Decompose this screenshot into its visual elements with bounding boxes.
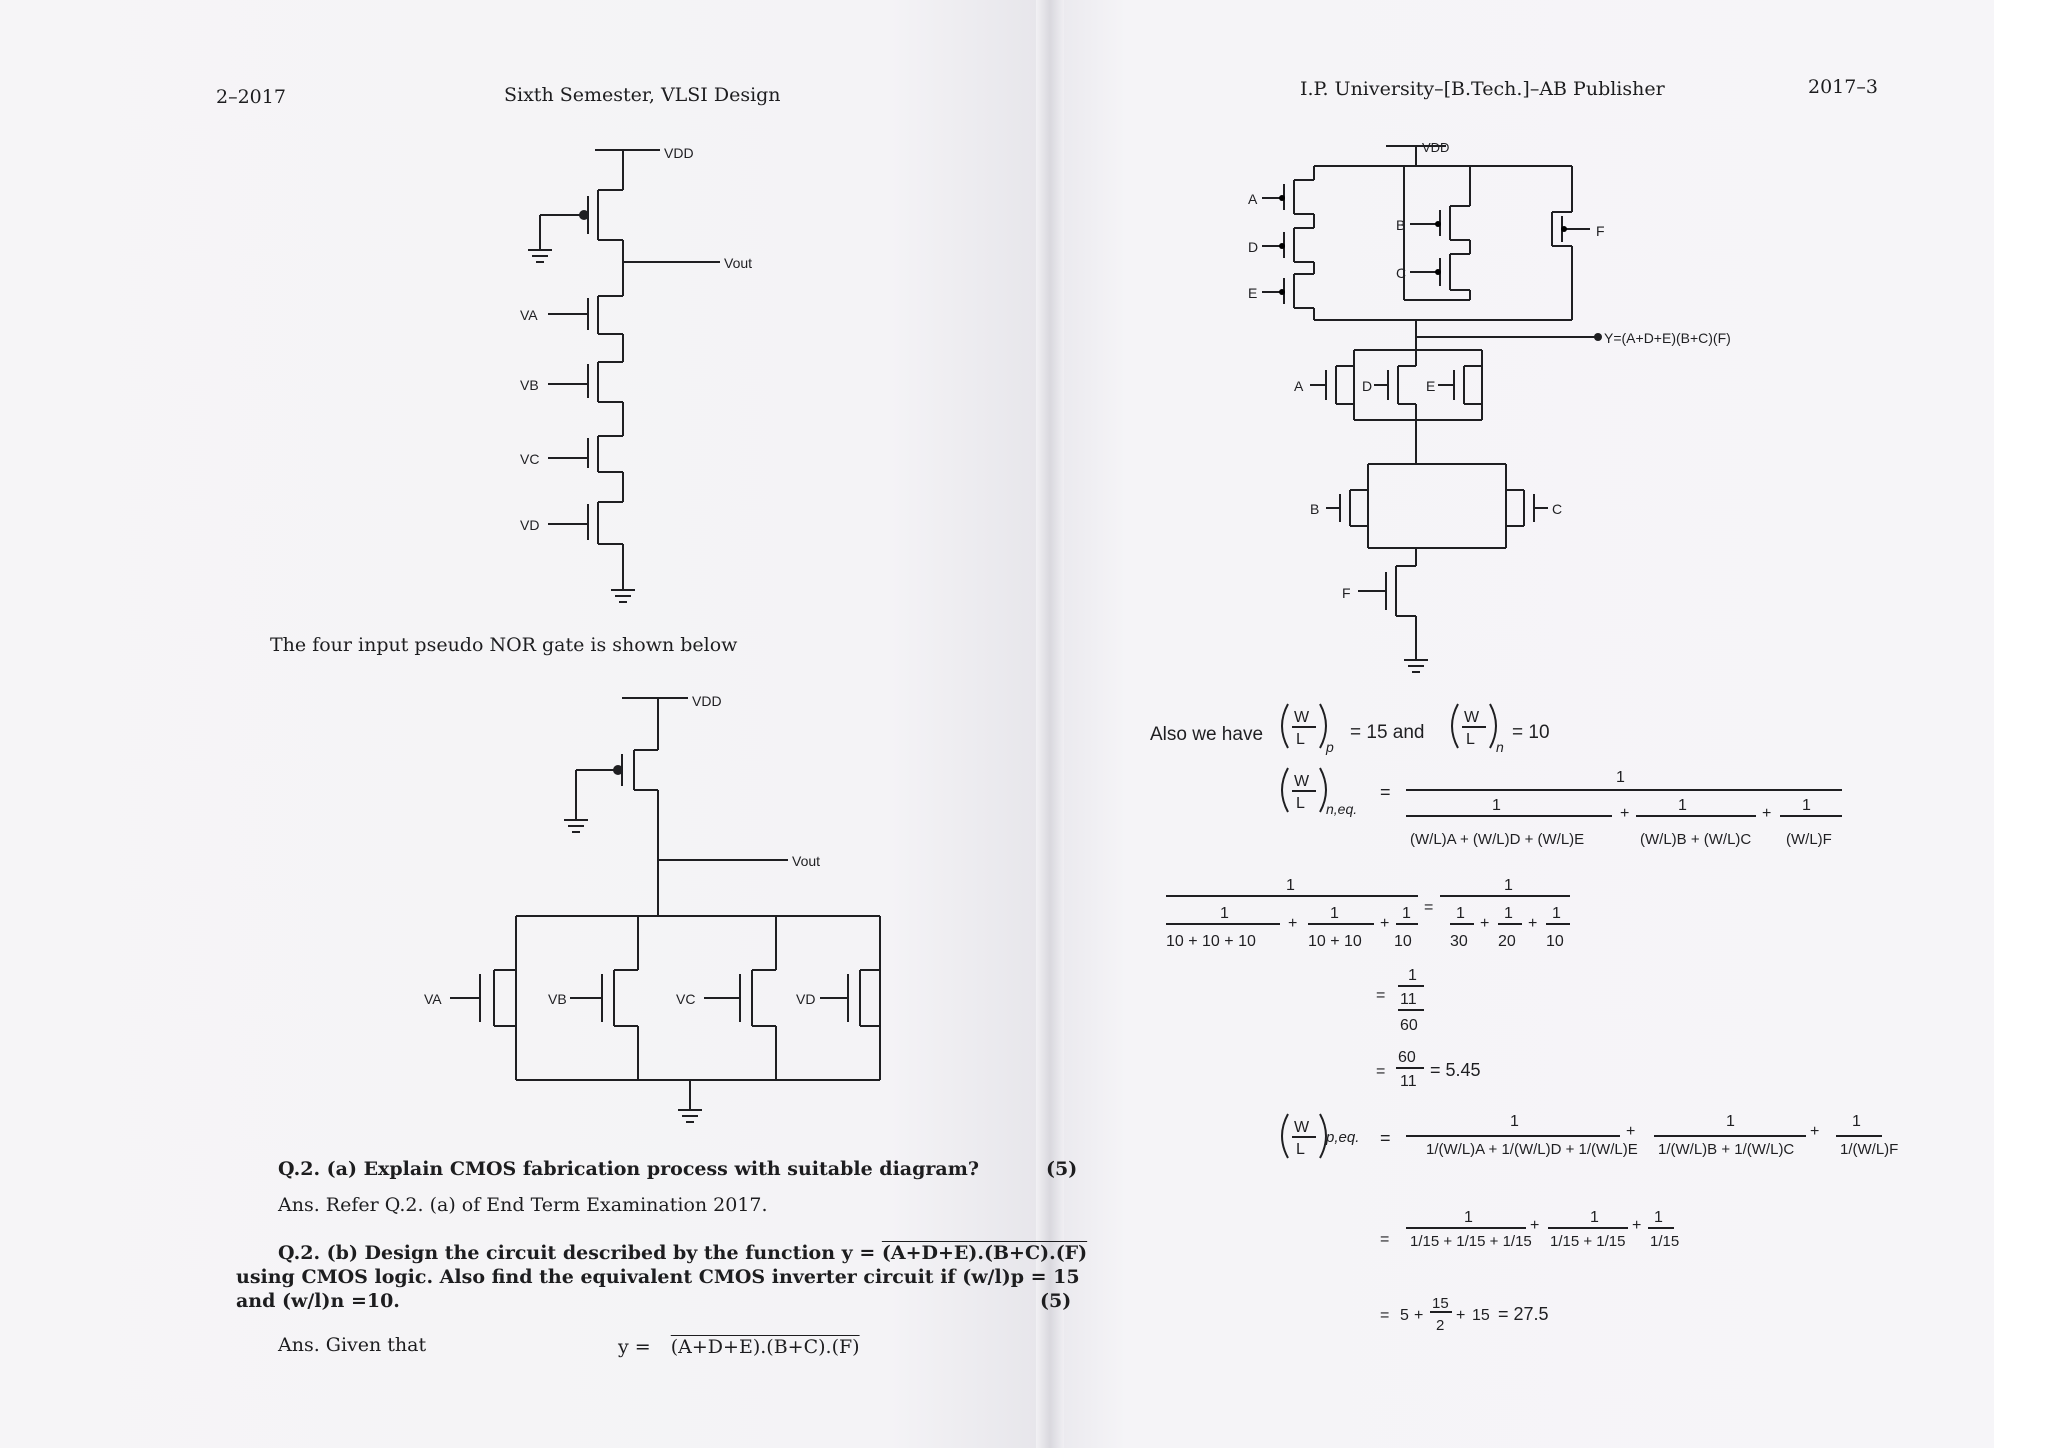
math-sum-20: 10 + 10 xyxy=(1308,933,1362,950)
math-wln-value: = 10 xyxy=(1512,722,1550,743)
rc-pmos-e: E xyxy=(1248,285,1258,301)
rc-nmos-e: E xyxy=(1426,378,1436,394)
caption-pseudo-nor: The four input pseudo NOR gate is shown below xyxy=(270,634,738,656)
c2-vdd-label: VDD xyxy=(692,693,722,709)
svg-text:=: = xyxy=(1376,987,1386,1004)
q2b-question-line3: and (w/l)n =10. xyxy=(236,1290,400,1312)
circuit-parallel-nmos xyxy=(0,680,1048,1150)
svg-text:+: + xyxy=(1530,1217,1540,1234)
rc-nmos-f: F xyxy=(1342,585,1351,601)
c1-vout-label: Vout xyxy=(724,255,753,271)
pullup-f xyxy=(1552,166,1590,320)
svg-text:1: 1 xyxy=(1330,905,1339,922)
equivalent-wl-derivation xyxy=(1050,690,1994,1340)
svg-text:1: 1 xyxy=(1492,797,1501,814)
left-running-title: Sixth Semester, VLSI Design xyxy=(504,84,781,106)
math-wlp-value: = 15 and xyxy=(1350,722,1425,743)
right-running-title: I.P. University–[B.Tech.]–AB Publisher xyxy=(1300,78,1665,100)
rc-pmos-c: C xyxy=(1396,265,1407,281)
rc-pmos-b: B xyxy=(1396,217,1406,233)
svg-text:n,eq.: n,eq. xyxy=(1326,801,1358,817)
rc-nmos-d: D xyxy=(1362,378,1373,394)
rc-pmos-f: F xyxy=(1596,223,1605,239)
svg-text:1: 1 xyxy=(1654,1209,1663,1226)
svg-text:=: = xyxy=(1424,899,1434,916)
svg-text:p,eq.: p,eq. xyxy=(1326,1129,1360,1146)
svg-text:+: + xyxy=(1288,915,1298,932)
svg-text:L: L xyxy=(1466,731,1475,748)
svg-text:1/(W/L)B + 1/(W/L)C: 1/(W/L)B + 1/(W/L)C xyxy=(1658,1141,1795,1158)
svg-text:W: W xyxy=(1294,1119,1310,1136)
svg-text:L: L xyxy=(1296,1141,1305,1158)
svg-text:1: 1 xyxy=(1504,905,1513,922)
svg-text:1: 1 xyxy=(1408,967,1417,984)
svg-text:=: = xyxy=(1380,1231,1390,1248)
rc-output-label: Y=(A+D+E)(B+C)(F) xyxy=(1604,330,1731,346)
q2b-answer-eq xyxy=(618,1336,860,1358)
svg-text:(W/L)F: (W/L)F xyxy=(1786,831,1832,848)
math-twenty: 20 xyxy=(1498,933,1516,950)
c2-vc-label: VC xyxy=(676,991,696,1007)
c2-vout-label: Vout xyxy=(792,853,821,869)
svg-text:+: + xyxy=(1414,1307,1424,1324)
pulldown-f xyxy=(1358,566,1416,660)
c1-va-label: VA xyxy=(520,307,538,323)
svg-text:1: 1 xyxy=(1726,1113,1735,1130)
parallel-transistor-c xyxy=(704,916,776,1080)
nmos-stack xyxy=(548,296,623,590)
circuit-series-nmos xyxy=(0,0,1048,680)
c2-vd-label: VD xyxy=(796,991,816,1007)
svg-text:W: W xyxy=(1294,773,1310,790)
svg-text:n: n xyxy=(1496,739,1504,755)
math-sixty: 60 xyxy=(1400,1017,1418,1034)
parallel-transistor-a xyxy=(450,970,516,1026)
svg-text:+: + xyxy=(1620,805,1630,822)
svg-text:+: + xyxy=(1632,1217,1642,1234)
c1-vb-label: VB xyxy=(520,377,539,393)
math-step1: 60 xyxy=(1398,1049,1416,1066)
left-page-number: 2–2017 xyxy=(216,86,286,108)
svg-text:W: W xyxy=(1464,709,1480,726)
svg-text:1: 1 xyxy=(1220,905,1229,922)
pulldown-bc xyxy=(1326,464,1548,548)
svg-text:1: 1 xyxy=(1510,1113,1519,1130)
svg-text:1/15 + 1/15 + 1/15: 1/15 + 1/15 + 1/15 xyxy=(1410,1233,1532,1250)
svg-text:1: 1 xyxy=(1402,905,1411,922)
circuit-cmos-design xyxy=(1050,0,1994,700)
svg-text:+: + xyxy=(1456,1307,1466,1324)
svg-text:+: + xyxy=(1380,915,1390,932)
c1-vd-label: VD xyxy=(520,517,540,533)
svg-text:1: 1 xyxy=(1616,769,1625,786)
svg-text:1: 1 xyxy=(1464,1209,1473,1226)
rc-vdd-label: VDD xyxy=(1422,140,1450,155)
pulldown-ade xyxy=(1310,350,1482,420)
q2b-question-lead: Q.2. (b) Design the circuit described by the function y = xyxy=(278,1242,882,1264)
math-result-n: = 5.45 xyxy=(1430,1060,1481,1080)
svg-text:1: 1 xyxy=(1678,797,1687,814)
parallel-transistor-b xyxy=(570,916,638,1080)
rc-pmos-a: A xyxy=(1248,191,1258,207)
c2-va-label: VA xyxy=(424,991,442,1007)
svg-text:1/(W/L)F: 1/(W/L)F xyxy=(1840,1141,1899,1158)
svg-text:+: + xyxy=(1480,915,1490,932)
svg-text:10: 10 xyxy=(1546,933,1564,950)
q2b-answer-eq-lhs: y = xyxy=(618,1336,651,1358)
q2b-answer-label: Ans. Given that xyxy=(278,1334,427,1356)
math-step1b: 11 xyxy=(1400,1073,1417,1090)
math-sum-30: 10 + 10 + 10 xyxy=(1166,933,1256,950)
svg-text:1/15 + 1/15: 1/15 + 1/15 xyxy=(1550,1233,1626,1250)
svg-text:W: W xyxy=(1294,709,1310,726)
svg-text:=: = xyxy=(1380,1128,1391,1148)
math-fifteen-b: 15 xyxy=(1472,1307,1490,1324)
c1-vdd-label: VDD xyxy=(664,145,694,161)
rc-nmos-b: B xyxy=(1310,501,1320,517)
svg-text:L: L xyxy=(1296,795,1305,812)
q2a-marks: (5) xyxy=(1046,1158,1078,1180)
svg-text:1/(W/L)A + 1/(W/L)D + 1/(W/L)E: 1/(W/L)A + 1/(W/L)D + 1/(W/L)E xyxy=(1426,1141,1638,1158)
right-page-number: 2017–3 xyxy=(1808,76,1878,98)
svg-text:=: = xyxy=(1380,782,1391,802)
svg-text:1: 1 xyxy=(1802,797,1811,814)
c1-vc-label: VC xyxy=(520,451,540,467)
q2a-question: Q.2. (a) Explain CMOS fabrication process with suitable diagram? xyxy=(278,1158,979,1180)
math-thirty: 30 xyxy=(1450,933,1468,950)
rc-nmos-c: C xyxy=(1552,501,1563,517)
q2b-function: (A+D+E).(B+C).(F) xyxy=(881,1242,1088,1264)
math-result-p: = 27.5 xyxy=(1498,1304,1549,1324)
parallel-transistor-d xyxy=(820,970,880,1026)
svg-text:1/15: 1/15 xyxy=(1650,1233,1680,1250)
svg-text:1: 1 xyxy=(1504,877,1513,894)
svg-text:1: 1 xyxy=(1456,905,1465,922)
svg-text:1: 1 xyxy=(1590,1209,1599,1226)
pullup-ade xyxy=(1262,180,1314,308)
svg-text:1: 1 xyxy=(1852,1113,1861,1130)
svg-text:+: + xyxy=(1626,1123,1636,1140)
svg-text:+: + xyxy=(1762,805,1772,822)
svg-text:=: = xyxy=(1376,1063,1386,1080)
svg-text:L: L xyxy=(1296,731,1305,748)
math-eleven: 11 xyxy=(1400,991,1417,1008)
svg-text:p: p xyxy=(1326,739,1334,755)
math-fifteen: 15 xyxy=(1432,1295,1449,1312)
math-num-1: 1 xyxy=(1286,877,1295,894)
svg-text:1: 1 xyxy=(1552,905,1561,922)
svg-text:(W/L)B + (W/L)C: (W/L)B + (W/L)C xyxy=(1640,831,1752,848)
math-two: 2 xyxy=(1436,1317,1445,1334)
q2b-question-line1 xyxy=(278,1242,1087,1264)
c2-vb-label: VB xyxy=(548,991,567,1007)
q2b-question-line2: using CMOS logic. Also find the equivalent CMOS inverter circuit if (w/l)p = 15 xyxy=(236,1266,1080,1288)
svg-text:+: + xyxy=(1810,1123,1820,1140)
rc-pmos-d: D xyxy=(1248,239,1259,255)
math-five: 5 xyxy=(1400,1307,1409,1324)
q2a-answer: Ans. Refer Q.2. (a) of End Term Examination 2017. xyxy=(278,1194,768,1216)
svg-text:+: + xyxy=(1528,915,1538,932)
q2b-answer-eq-rhs: (A+D+E).(B+C).(F) xyxy=(670,1336,860,1358)
math-intro: Also we have xyxy=(1150,724,1264,745)
svg-text:=: = xyxy=(1380,1307,1390,1324)
math-ten: 10 xyxy=(1394,933,1412,950)
q2b-marks: (5) xyxy=(1040,1290,1072,1312)
svg-text:(W/L)A + (W/L)D + (W/L)E: (W/L)A + (W/L)D + (W/L)E xyxy=(1410,831,1585,848)
pullup-bc xyxy=(1404,166,1470,300)
rc-nmos-a: A xyxy=(1294,378,1304,394)
